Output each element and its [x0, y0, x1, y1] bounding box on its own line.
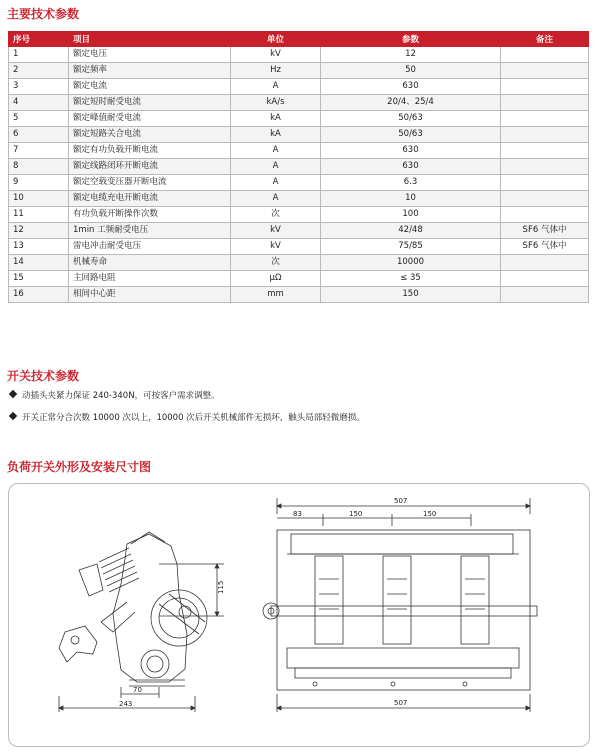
cell-item: 额定短路关合电流	[69, 127, 231, 143]
cell-remark	[501, 271, 589, 287]
cell-parameter: 630	[321, 159, 501, 175]
switch-section-title: 开关技术参数	[7, 369, 80, 383]
cell-no: 2	[9, 63, 69, 79]
bullet-item	[10, 411, 365, 423]
cell-item: 相间中心距	[69, 287, 231, 303]
dim-pitch2-label: 150	[423, 510, 437, 518]
cell-remark	[501, 143, 589, 159]
cell-remark	[501, 63, 589, 79]
cell-unit: A	[231, 175, 321, 191]
cell-parameter: 20/4、25/4	[321, 95, 501, 111]
dim-offset-label: 70	[133, 686, 142, 694]
header-remark: 备注	[501, 32, 589, 47]
cell-remark	[501, 207, 589, 223]
bullet-item	[10, 389, 220, 401]
table-row	[9, 239, 589, 255]
cell-item: 额定空载变压器开断电流	[69, 175, 231, 191]
dim-bottom-total-label: 507	[394, 699, 408, 707]
table-row	[9, 191, 589, 207]
header-parameter: 参数	[321, 32, 501, 47]
header-no: 序号	[9, 32, 69, 47]
header-unit: 单位	[231, 32, 321, 47]
cell-parameter: 12	[321, 47, 501, 63]
cell-unit: kV	[231, 239, 321, 255]
cell-remark	[501, 47, 589, 63]
front-view-drawing	[263, 498, 537, 712]
cell-no: 16	[9, 287, 69, 303]
cell-item: 额定电流	[69, 79, 231, 95]
cell-no: 14	[9, 255, 69, 271]
dim-left-offset-label: 83	[293, 510, 302, 518]
cell-remark: SF6 气体中	[501, 223, 589, 239]
cell-unit: kV	[231, 47, 321, 63]
table-row	[9, 111, 589, 127]
cell-unit: A	[231, 159, 321, 175]
table-header-row	[9, 32, 589, 47]
cell-remark	[501, 159, 589, 175]
cell-item: 有功负载开断操作次数	[69, 207, 231, 223]
cell-item: 额定频率	[69, 63, 231, 79]
table-row	[9, 159, 589, 175]
cell-remark	[501, 79, 589, 95]
bullet-text: 动插头夹紧力保证 240-340N，可按客户需求调整。	[22, 391, 220, 401]
cell-no: 9	[9, 175, 69, 191]
cell-parameter: 50	[321, 63, 501, 79]
cell-remark: SF6 气体中	[501, 239, 589, 255]
cell-unit: Hz	[231, 63, 321, 79]
cell-remark	[501, 175, 589, 191]
cell-remark	[501, 127, 589, 143]
cell-item: 额定电压	[69, 47, 231, 63]
cell-item: 1min 工频耐受电压	[69, 223, 231, 239]
cell-parameter: 75/85	[321, 239, 501, 255]
dim-pitch1-label: 150	[349, 510, 363, 518]
dim-height-label: 115	[217, 580, 225, 594]
cell-item: 额定峰值耐受电流	[69, 111, 231, 127]
cell-no: 8	[9, 159, 69, 175]
spec-section-title: 主要技术参数	[7, 7, 80, 21]
cell-unit: 次	[231, 255, 321, 271]
cell-unit: A	[231, 191, 321, 207]
table-row	[9, 175, 589, 191]
cell-unit: A	[231, 143, 321, 159]
cell-remark	[501, 287, 589, 303]
cell-parameter: 50/63	[321, 111, 501, 127]
cell-parameter: 50/63	[321, 127, 501, 143]
cell-parameter: ≤ 35	[321, 271, 501, 287]
installation-drawing	[9, 484, 589, 746]
table-row	[9, 271, 589, 287]
diamond-bullet-icon	[9, 390, 17, 398]
cell-item: 额定有功负载开断电流	[69, 143, 231, 159]
header-item: 项目	[69, 32, 231, 47]
spec-table	[8, 31, 589, 303]
table-row	[9, 207, 589, 223]
cell-no: 12	[9, 223, 69, 239]
drawing-panel	[8, 483, 590, 747]
table-row	[9, 255, 589, 271]
cell-no: 7	[9, 143, 69, 159]
diamond-bullet-icon	[9, 412, 17, 420]
cell-remark	[501, 95, 589, 111]
table-row	[9, 223, 589, 239]
cell-parameter: 630	[321, 79, 501, 95]
cell-parameter: 630	[321, 143, 501, 159]
cell-no: 13	[9, 239, 69, 255]
cell-unit: kA	[231, 111, 321, 127]
dim-top-total-label: 507	[394, 497, 408, 505]
cell-no: 3	[9, 79, 69, 95]
cell-remark	[501, 191, 589, 207]
side-view-drawing	[59, 532, 224, 712]
cell-unit: kA	[231, 127, 321, 143]
table-row	[9, 79, 589, 95]
cell-remark	[501, 255, 589, 271]
cell-unit: 次	[231, 207, 321, 223]
cell-item: 额定短时耐受电流	[69, 95, 231, 111]
cell-parameter: 42/48	[321, 223, 501, 239]
cell-parameter: 10000	[321, 255, 501, 271]
cell-unit: A	[231, 79, 321, 95]
table-row	[9, 127, 589, 143]
cell-no: 1	[9, 47, 69, 63]
table-row	[9, 47, 589, 63]
cell-unit: kV	[231, 223, 321, 239]
cell-parameter: 150	[321, 287, 501, 303]
table-row	[9, 287, 589, 303]
cell-remark	[501, 111, 589, 127]
cell-no: 4	[9, 95, 69, 111]
cell-item: 主回路电阻	[69, 271, 231, 287]
cell-no: 6	[9, 127, 69, 143]
cell-no: 10	[9, 191, 69, 207]
cell-no: 11	[9, 207, 69, 223]
drawing-section-title: 负荷开关外形及安装尺寸图	[7, 460, 152, 474]
cell-item: 额定电缆充电开断电流	[69, 191, 231, 207]
cell-item: 雷电冲击耐受电压	[69, 239, 231, 255]
cell-item: 机械寿命	[69, 255, 231, 271]
cell-item: 额定线路闭环开断电流	[69, 159, 231, 175]
table-row	[9, 143, 589, 159]
cell-unit: μΩ	[231, 271, 321, 287]
cell-no: 5	[9, 111, 69, 127]
cell-parameter: 6.3	[321, 175, 501, 191]
cell-no: 15	[9, 271, 69, 287]
cell-unit: mm	[231, 287, 321, 303]
cell-unit: kA/s	[231, 95, 321, 111]
bullet-text: 开关正常分合次数 10000 次以上，10000 次后开关机械部件无损坏，触头局部轻微磨损。	[22, 413, 365, 423]
dim-width-label: 243	[119, 700, 133, 708]
cell-parameter: 10	[321, 191, 501, 207]
table-row	[9, 95, 589, 111]
table-row	[9, 63, 589, 79]
cell-parameter: 100	[321, 207, 501, 223]
